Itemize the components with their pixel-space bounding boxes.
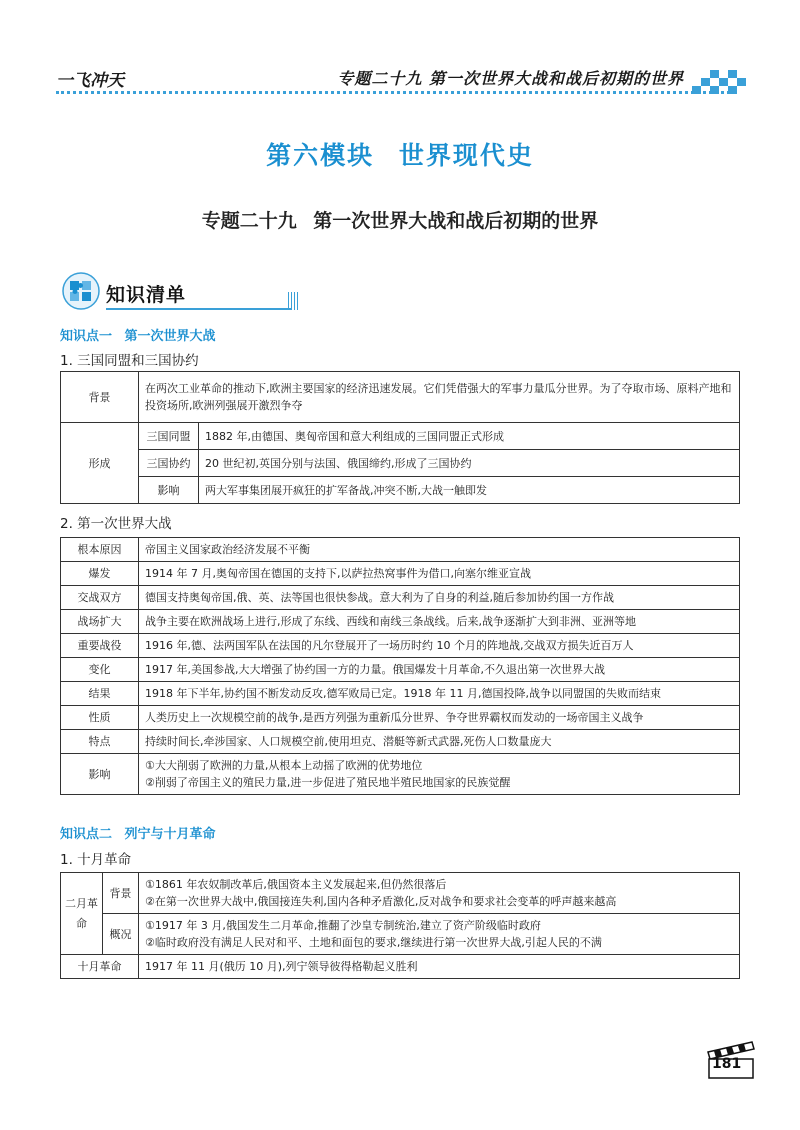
row-text: 两大军事集团展开疯狂的扩军备战,冲突不断,大战一触即发: [199, 477, 740, 504]
header-dotted-rule: [56, 91, 736, 94]
alliance-table: [60, 371, 740, 504]
row-label: 战场扩大: [61, 610, 139, 634]
section-1-1-title: 1. 三国同盟和三国协约: [60, 353, 199, 369]
badge-underline: [106, 308, 292, 310]
background-label: 背景: [61, 372, 139, 423]
row-label: 交战双方: [61, 586, 139, 610]
row-label: 影响: [139, 477, 199, 504]
section-2-1-title: 1. 十月革命: [60, 852, 132, 868]
row-text: 帝国主义国家政治经济发展不平衡: [139, 538, 740, 562]
background-text: 在两次工业革命的推动下,欧洲主要国家的经济迅速发展。它们凭借强大的军事力量瓜分世界。为了夺取市场、原料产地和投资场所,欧洲列强展开激烈争夺: [139, 372, 740, 423]
brand-logo-text: 一飞冲天: [56, 71, 124, 91]
row-text: 20 世纪初,英国分别与法国、俄国缔约,形成了三国协约: [199, 450, 740, 477]
table-row: [61, 562, 740, 586]
table-row: [61, 634, 740, 658]
badge-ticks: [288, 292, 298, 310]
table-row: [61, 730, 740, 754]
ww1-table: [60, 537, 740, 795]
table-row: [61, 477, 740, 504]
knowledge-point-2-title: 知识点二 列宁与十月革命: [60, 827, 216, 842]
influence-line-2: ②削弱了帝国主义的殖民力量,进一步促进了殖民地半殖民地国家的民族觉醒: [145, 776, 511, 789]
table-row: [61, 706, 740, 730]
feb-revolution-label: 二月革命: [61, 873, 103, 955]
row-text: 1918 年下半年,协约国不断发动反攻,德军败局已定。1918 年 11 月,德国投降,战争以同盟国的失败而结束: [139, 682, 740, 706]
table-row: [61, 586, 740, 610]
table-row: [61, 372, 740, 423]
row-label: 结果: [61, 682, 139, 706]
row-text: 战争主要在欧洲战场上进行,形成了东线、西线和南线三条战线。后来,战争逐渐扩大到非洲、亚洲等地: [139, 610, 740, 634]
page-number: 181: [712, 1056, 742, 1072]
knowledge-point-1-title: 知识点一 第一次世界大战: [60, 329, 216, 344]
row-label: 三国同盟: [139, 423, 199, 450]
module-title: 第六模块 世界现代史: [266, 141, 534, 170]
background-line-1: ①1861 年农奴制改革后,俄国资本主义发展起来,但仍然很落后: [145, 878, 447, 891]
row-label: 特点: [61, 730, 139, 754]
table-row: [61, 682, 740, 706]
table-row: [61, 754, 740, 795]
row-label: 三国协约: [139, 450, 199, 477]
row-text: 持续时间长,牵涉国家、人口规模空前,使用坦克、潜艇等新式武器,死伤人口数量庞大: [139, 730, 740, 754]
overview-line-1: ①1917 年 3 月,俄国发生二月革命,推翻了沙皇专制统治,建立了资产阶级临时政府: [145, 919, 541, 932]
row-label: 重要战役: [61, 634, 139, 658]
oct-revolution-label: 十月革命: [61, 955, 139, 979]
table-row: [61, 450, 740, 477]
page-number-badge: [706, 1040, 756, 1080]
overview-label: 概况: [103, 914, 139, 955]
row-label: 变化: [61, 658, 139, 682]
row-text: 1916 年,德、法两国军队在法国的凡尔登展开了一场历时约 10 个月的阵地战,交战双方损失近百万人: [139, 634, 740, 658]
table-row: [61, 423, 740, 450]
topic-title: 专题二十九 第一次世界大战和战后初期的世界: [201, 210, 599, 232]
row-text: 1914 年 7 月,奥匈帝国在德国的支持下,以萨拉热窝事件为借口,向塞尔维亚宣战: [139, 562, 740, 586]
checker-decoration-icon: [692, 70, 746, 94]
section-1-2-title: 2. 第一次世界大战: [60, 516, 172, 532]
table-row: [61, 914, 740, 955]
table-row: [61, 610, 740, 634]
row-label: 性质: [61, 706, 139, 730]
background-text: [139, 873, 740, 914]
table-row: [61, 658, 740, 682]
background-line-2: ②在第一次世界大战中,俄国接连失利,国内各种矛盾激化,反对战争和要求社会变革的呼声越来越高: [145, 895, 617, 908]
influence-line-1: ①大大削弱了欧洲的力量,从根本上动摇了欧洲的优势地位: [145, 759, 423, 772]
row-text: 人类历史上一次规模空前的战争,是西方列强为重新瓜分世界、争夺世界霸权而发动的一场帝国主义战争: [139, 706, 740, 730]
influence-label: 影响: [61, 754, 139, 795]
row-text: 德国支持奥匈帝国,俄、英、法等国也很快参战。意大利为了自身的利益,随后参加协约国一方作战: [139, 586, 740, 610]
overview-text: [139, 914, 740, 955]
running-title: 专题二十九 第一次世界大战和战后初期的世界: [337, 69, 684, 88]
knowledge-list-badge: [62, 272, 298, 312]
table-row: [61, 538, 740, 562]
page-header: [56, 64, 746, 98]
oct-revolution-text: 1917 年 11 月(俄历 10 月),列宁领导彼得格勒起义胜利: [139, 955, 740, 979]
row-text: 1882 年,由德国、奥匈帝国和意大利组成的三国同盟正式形成: [199, 423, 740, 450]
formation-label: 形成: [61, 423, 139, 504]
row-label: 爆发: [61, 562, 139, 586]
overview-line-2: ②临时政府没有满足人民对和平、土地和面包的要求,继续进行第一次世界大战,引起人民的不满: [145, 936, 602, 949]
influence-text: [139, 754, 740, 795]
background-label: 背景: [103, 873, 139, 914]
table-row: [61, 955, 740, 979]
row-label: 根本原因: [61, 538, 139, 562]
puzzle-icon: [62, 272, 100, 310]
badge-label: 知识清单: [106, 284, 187, 306]
row-text: 1917 年,美国参战,大大增强了协约国一方的力量。俄国爆发十月革命,不久退出第一次世界大战: [139, 658, 740, 682]
october-revolution-table: [60, 872, 740, 979]
table-row: [61, 873, 740, 914]
